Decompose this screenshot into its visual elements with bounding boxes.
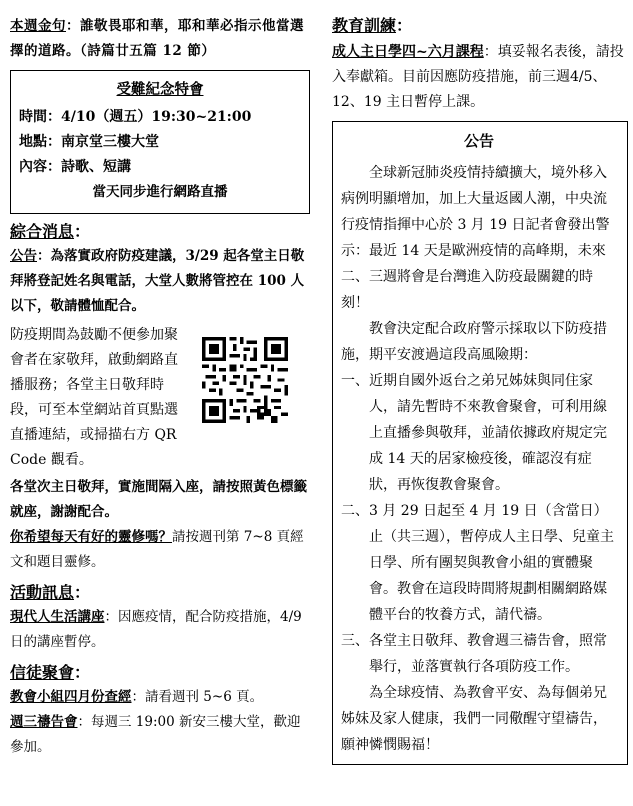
training-heading: 教育訓練：	[332, 16, 413, 35]
announcement-title: 公告	[463, 132, 494, 150]
general-news-heading: 綜合消息：	[10, 222, 91, 241]
left-column	[10, 14, 310, 760]
general-notice: 公告：為落實政府防疫建議，3/29 起各堂主日敬拜將登記姓名與電話，大堂人數將管控在 100 人以下，敬請體恤配合。	[10, 248, 305, 314]
live-stream-section	[10, 323, 310, 473]
memorial-time: 時間： 4/10（週五）19:30~21:00	[19, 109, 252, 125]
memorial-content: 內容： 詩歌、短講	[19, 159, 131, 175]
weekly-verse	[10, 14, 310, 64]
announcement-item-2: 二、 3 月 29 日起至 4 月 19 日（含當日）止（共三週），暫停成人主日學、兒童主日學、所有團契與教會小組的實體聚會。教會在這段時間將規劃相關網路媒體平台的牧養方式，請代禱。	[341, 503, 614, 623]
verse-text: ：誰敬畏耶和華，耶和華必指示他當選擇的道路。（詩篇廿五篇 12 節）	[10, 18, 304, 59]
fellowship-heading: 信徒聚會：	[10, 663, 91, 682]
announcement-para-1: 全球新冠肺炎疫情持續擴大，境外移入病例明顯增加，加上大量返國人潮，中央流行疫情指揮中心於 3 月 19 日記者會發出警示：最近 14 天是歐洲疫情的高峰期，未來二、三週將會是台灣進入防疫最關鍵的時刻！	[341, 165, 610, 311]
announcement-item-1: 一、 近期自國外返台之弟兄姊妹與同住家人，請先暫時不來教會聚會，可利用線上直播參與敬拜，並請依據政府規定完成 14 天的居家檢疫後，確認沒有症狀，再恢復教會聚會。	[341, 373, 607, 493]
seating-notice: 各堂次主日敬拜，實施間隔入座，請按照黃色標籤就座，謝謝配合。	[10, 479, 307, 520]
memorial-place: 地點： 南京堂三樓大堂	[19, 134, 159, 150]
announcement-closing: 為全球疫情、為教會平安、為每個弟兄姊妹及家人健康，我們一同儆醒守望禱告，願神憐憫賜福！	[341, 685, 607, 753]
memorial-meeting-box	[10, 70, 310, 214]
live-stream-text: 防疫期間為鼓勵不便參加聚會者在家敬拜，啟動網路直播服務；各堂主日敬拜時段，可至本堂網站首頁點選直播連結，或掃描右方 QR Code 觀看。	[10, 327, 178, 468]
devotion-notice: 你希望每天有好的靈修嗎？請按週刊第 7~8 頁經文和題目靈修。	[10, 529, 304, 570]
lecture-notice: 現代人生活講座：因應疫情，配合防疫措施，4/9 日的講座暫停。	[10, 609, 302, 650]
announcement-box	[332, 121, 628, 765]
right-column	[332, 14, 628, 765]
announcement-item-3: 三、 各堂主日敬拜、教會週三禱告會，照常舉行，並落實執行各項防疫工作。	[341, 633, 607, 675]
activity-heading: 活動訊息：	[10, 583, 91, 602]
group-study-notice: 教會小組四月份查經：請看週刊 5~6 頁。	[10, 689, 264, 705]
announcement-para-2: 教會決定配合政府警示採取以下防疫措施，期平安渡過這段高風險期：	[341, 321, 607, 363]
memorial-live-note: 當天同步進行網路直播	[92, 184, 228, 200]
prayer-meeting-notice: 週三禱告會：每週三 19:00 新安三樓大堂，歡迎參加。	[10, 714, 301, 755]
memorial-title: 受難紀念特會	[116, 81, 204, 98]
verse-label: 本週金句	[10, 18, 66, 34]
qr-code-image[interactable]	[202, 337, 288, 423]
adult-sunday-school-notice: 成人主日學四~六月課程：填妥報名表後，請投入奉獻箱。目前因應防疫措施，前三週4/5、12、19 主日暫停上課。	[332, 44, 624, 110]
